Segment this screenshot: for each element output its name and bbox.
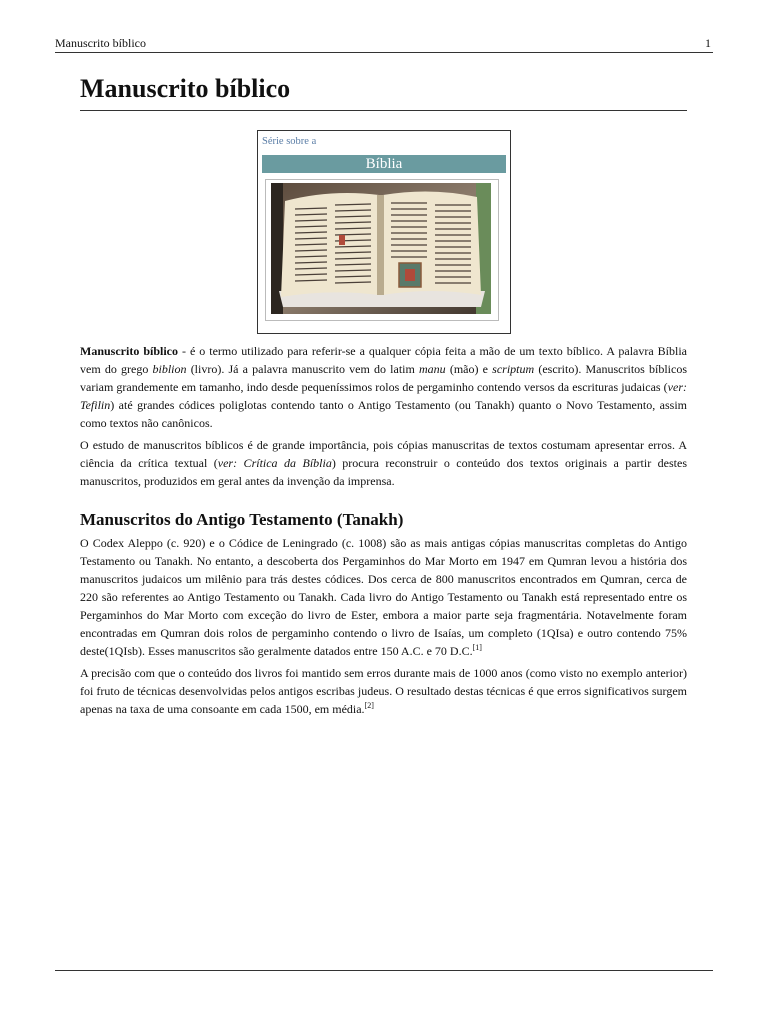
running-title: Manuscrito bíblico (55, 36, 146, 50)
bold-term: Manuscrito bíblico (80, 344, 178, 358)
text-run: (mão) e (445, 362, 493, 376)
critica-biblia-link[interactable]: ver: Crítica da Bíblia (217, 456, 332, 470)
text-run: O Codex Aleppo (c. 920) e o Códice de Leningrado (c. 1008) são as mais antigas cópias manuscritas completas do Antigo Testamento ou Tanakh. No entanto, a descoberta dos Pergaminhos do Mar Morto em 1947 em Qumran levou a história dos manuscritos judaicos um milênio para trás destes códices. Dos cerca de 800 manuscritos encontrados em Qumran, cerca de 220 são referentes ao Antigo Testamento ou Tanakh. Cada livro do Antigo Testamento ou Tanakh está representado entre os Pergaminhos do Mar Morto com exceção do livro de Ester, embora a maior parte seja fragmentária. Notavelmente foram encontradas em Qumran dois rolos de pergaminho contendo o livro de Isaías, um completo (1QIsa) e outro contendo 75% deste(1QIsb). Esses manuscritos são geralmente datados entre 150 A.C. e 70 D.C. (80, 536, 687, 658)
italic-term: scriptum (492, 362, 535, 376)
text-run: - é o termo utilizado para referir-se a qualquer cópia feita a mão de um texto bíblico. A palavra Bíblia vem do grego (80, 344, 687, 376)
text-run: ) procura reconstruir o conteúdo dos textos originais a partir destes manuscritos, produzidos em geral antes da invenção da imprensa. (80, 456, 688, 488)
reference-2-link[interactable]: [2] (364, 701, 374, 710)
reference-1-link[interactable]: [1] (472, 643, 482, 652)
italic-term: biblion (152, 362, 187, 376)
intro-paragraph-2 (80, 436, 687, 490)
section-heading: Manuscritos do Antigo Testamento (Tanakh) (80, 510, 404, 529)
page-title: Manuscrito bíblico (80, 72, 687, 111)
text-run: (escrito). Manuscritos bíblicos variam grandemente em tamanho, indo desde pequeníssimos rolos de pergaminho contendo versos da escrituras judaicas ( (80, 362, 687, 394)
text-run: ) até grandes códices poliglotas contendo tanto o Antigo Testamento (ou Tanakh) quanto o Novo Testamento, assim como textos não canônicos. (80, 398, 687, 430)
series-label[interactable]: Série sobre a (262, 136, 317, 147)
text-run: O estudo de manuscritos bíblicos é de grande importância, pois cópias manuscritas de textos costumam apresentar erros. A ciência da crítica textual ( (80, 438, 687, 470)
italic-term: manu (419, 362, 446, 376)
footer-rule (55, 970, 713, 971)
section-paragraph-1 (80, 534, 687, 660)
series-title[interactable]: Bíblia (262, 155, 506, 173)
tefilin-link[interactable]: ver: Tefilin (80, 380, 687, 412)
article-body (80, 342, 687, 722)
page-number: 1 (705, 36, 711, 50)
running-header (55, 35, 713, 53)
open-bible-photo-icon[interactable] (271, 183, 491, 314)
text-run: (livro). Já a palavra manuscrito vem do latim (186, 362, 419, 376)
section-paragraph-2 (80, 664, 687, 718)
intro-paragraph-1 (80, 342, 687, 432)
text-run: A precisão com que o conteúdo dos livros foi mantido sem erros durante mais de 1000 anos (como visto no exemplo anterior) foi fruto de técnicas desenvolvidas pelos antigos escribas judeus. O resultado destas técnicas é que erros significativos surgem apenas na taxa de uma consoante em cada 1500, em média. (80, 666, 687, 716)
series-infobox (257, 130, 511, 334)
